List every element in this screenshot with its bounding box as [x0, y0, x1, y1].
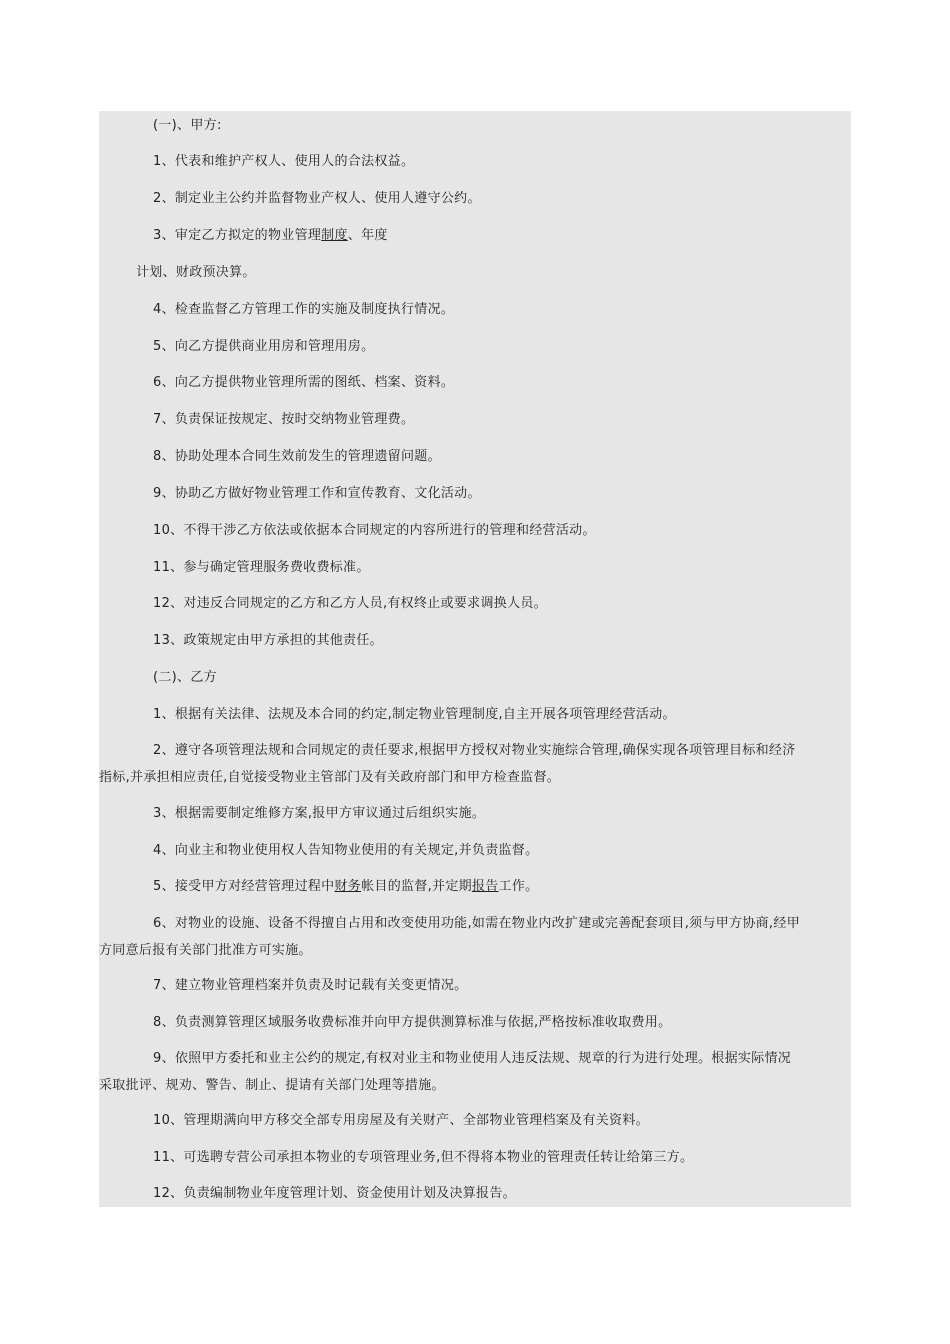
party-b-item-9	[99, 1045, 851, 1099]
link-zhidu[interactable]: 制度	[321, 228, 348, 243]
party-a-item-1: 1、代表和维护产权人、使用人的合法权益。	[153, 154, 415, 169]
item-text: 工作。	[498, 879, 539, 894]
party-a-item-5: 5、向乙方提供商业用房和管理用房。	[153, 339, 375, 354]
party-b-item-10: 10、管理期满向甲方移交全部专用房屋及有关财产、全部物业管理档案及有关资料。	[153, 1113, 649, 1128]
link-baogao[interactable]: 报告	[471, 879, 499, 894]
party-b-heading: (二)、乙方	[153, 670, 217, 685]
party-a-item-3	[99, 222, 851, 249]
item-text: 帐目的监督,并定期	[361, 879, 472, 894]
party-a-item-2: 2、制定业主公约并监督物业产权人、使用人遵守公约。	[153, 191, 481, 206]
item-line: 采取批评、规劝、警告、制止、提请有关部门处理等措施。	[99, 1078, 445, 1093]
link-caiwu[interactable]: 财务	[334, 879, 362, 894]
party-b-item-12: 12、负责编制物业年度管理计划、资金使用计划及决算报告。	[153, 1186, 516, 1201]
item-line: 指标,并承担相应责任,自觉接受物业主管部门及有关政府部门和甲方检查监督。	[99, 770, 561, 785]
item-line: 方同意后报有关部门批准方可实施。	[99, 943, 312, 958]
item-text: 、年度	[347, 228, 388, 243]
party-a-item-13: 13、政策规定由甲方承担的其他责任。	[153, 633, 383, 648]
party-b-item-2	[99, 737, 851, 791]
party-a-item-12: 12、对违反合同规定的乙方和乙方人员,有权终止或要求调换人员。	[153, 596, 547, 611]
party-a-item-9: 9、协助乙方做好物业管理工作和宣传教育、文化活动。	[153, 486, 481, 501]
item-text: 5、接受甲方对经营管理过程中	[153, 879, 335, 894]
document-content	[99, 111, 851, 1207]
party-a-item-4: 4、检查监督乙方管理工作的实施及制度执行情况。	[153, 302, 455, 317]
party-a-heading: (一)、甲方:	[153, 118, 222, 133]
party-b-item-7: 7、建立物业管理档案并负责及时记载有关变更情况。	[153, 978, 468, 993]
party-a-item-6: 6、向乙方提供物业管理所需的图纸、档案、资料。	[153, 375, 455, 390]
party-b-item-11: 11、可选聘专营公司承担本物业的专项管理业务,但不得将本物业的管理责任转让给第三方。	[153, 1150, 694, 1165]
party-b-item-3: 3、根据需要制定维修方案,报甲方审议通过后组织实施。	[153, 806, 486, 821]
party-a-item-10: 10、不得干涉乙方依法或依据本合同规定的内容所进行的管理和经营活动。	[153, 523, 596, 538]
item-line: 6、对物业的设施、设备不得擅自占用和改变使用功能,如需在物业内改扩建或完善配套项目,须与甲方协商,经甲	[153, 916, 800, 931]
item-line: 9、依照甲方委托和业主公约的规定,有权对业主和物业使用人违反法规、规章的行为进行处理。根据实际情况	[153, 1051, 792, 1066]
party-a-item-11: 11、参与确定管理服务费收费标准。	[153, 560, 370, 575]
party-a-item-8: 8、协助处理本合同生效前发生的管理遗留问题。	[153, 449, 441, 464]
party-b-item-5	[99, 873, 851, 900]
party-b-item-6	[99, 910, 851, 964]
party-b-item-1: 1、根据有关法律、法规及本合同的约定,制定物业管理制度,自主开展各项管理经营活动。	[153, 707, 676, 722]
item-text: 3、审定乙方拟定的物业管理	[153, 228, 322, 243]
item-line: 2、遵守各项管理法规和合同规定的责任要求,根据甲方授权对物业实施综合管理,确保实现各项管理目标和经济	[153, 743, 796, 758]
party-a-item-3-continuation: 计划、财政预决算。	[136, 265, 256, 280]
party-b-item-8: 8、负责测算管理区域服务收费标准并向甲方提供测算标准与依据,严格按标准收取费用。	[153, 1015, 672, 1030]
party-a-item-7: 7、负责保证按规定、按时交纳物业管理费。	[153, 412, 415, 427]
party-b-item-4: 4、向业主和物业使用权人告知物业使用的有关规定,并负责监督。	[153, 843, 539, 858]
